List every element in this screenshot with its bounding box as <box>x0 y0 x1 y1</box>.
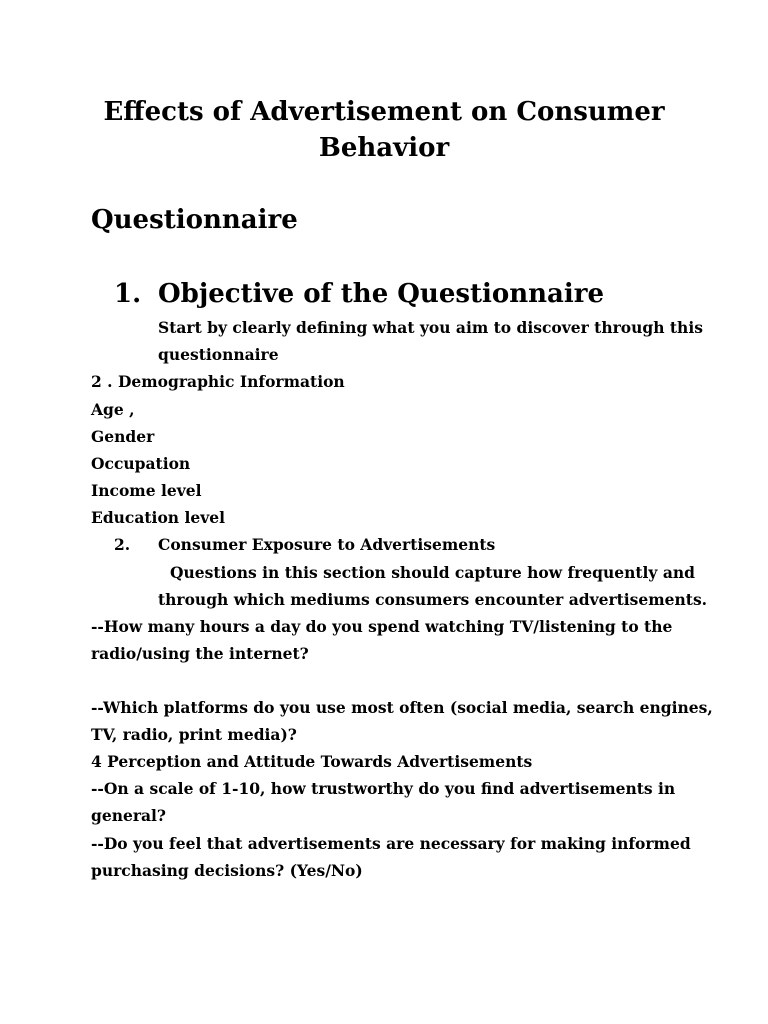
document-title-line-1: Effects of Advertisement on Consumer <box>103 97 665 127</box>
perception-question-1-line-1: --On a scale of 1-10, how trustworthy do you find advertisements in <box>91 779 676 798</box>
demographic-item-income: Income level <box>91 481 202 500</box>
demographic-item-age: Age , <box>91 400 135 419</box>
questionnaire-heading: Questionnaire <box>91 205 298 235</box>
exposure-question-2-line-1: --Which platforms do you use most often (social media, search engines, <box>91 698 713 717</box>
section-2-heading: 2 . Demographic Information <box>91 372 345 391</box>
section-4-heading: 4 Perception and Attitude Towards Advertisements <box>91 752 533 771</box>
perception-question-2-line-1: --Do you feel that advertisements are necessary for making informed <box>91 834 691 853</box>
exposure-question-1-line-2: radio/using the internet? <box>91 644 309 663</box>
section-3-number: 2. <box>114 535 131 554</box>
section-1-text-line-2: questionnaire <box>158 345 279 364</box>
demographic-item-gender: Gender <box>91 427 155 446</box>
section-1-number: 1. <box>114 279 142 309</box>
section-3-text-line-2: through which mediums consumers encounter advertisements. <box>158 590 708 609</box>
perception-question-1-line-2: general? <box>91 806 167 825</box>
perception-question-2-line-2: purchasing decisions? (Yes/No) <box>91 861 363 880</box>
document-title-line-2: Behavior <box>318 133 450 163</box>
section-3-heading: Consumer Exposure to Advertisements <box>158 535 496 554</box>
demographic-item-education: Education level <box>91 508 225 527</box>
exposure-question-1-line-1: --How many hours a day do you spend watching TV/listening to the <box>91 617 673 636</box>
exposure-question-2-line-2: TV, radio, print media)? <box>91 725 297 744</box>
section-1-text-line-1: Start by clearly defining what you aim to discover through this <box>158 318 703 337</box>
section-1-heading: Objective of the Questionnaire <box>158 279 605 309</box>
demographic-item-occupation: Occupation <box>91 454 191 473</box>
section-3-text-line-1: Questions in this section should capture how frequently and <box>170 563 695 582</box>
